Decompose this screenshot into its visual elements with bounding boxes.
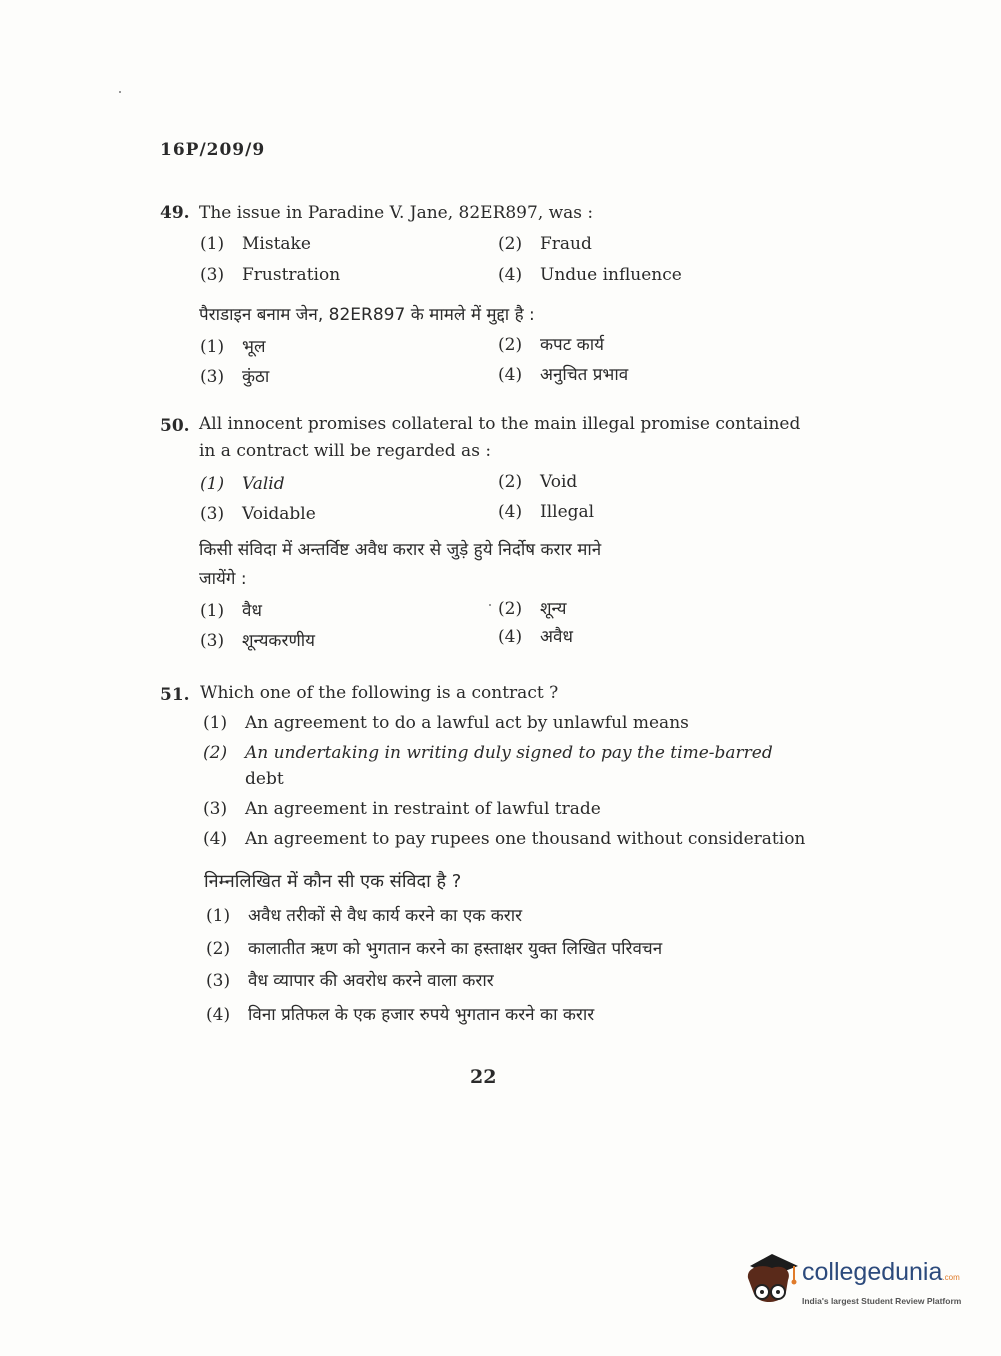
paper-code: 16P/209/9: [160, 140, 266, 160]
question-text-hi-line-1: किसी संविदा में अन्तर्विष्ट अवैध करार से जुड़े हुये निर्दोष करार माने: [199, 540, 602, 560]
question-text-en: Which one of the following is a contract ?: [200, 683, 559, 703]
question-number: 49.: [160, 203, 190, 223]
question-text-hi: निम्नलिखित में कौन सी एक संविदा है ?: [204, 871, 462, 892]
option-1-en[interactable]: (1) Valid: [200, 474, 285, 494]
option-2-en[interactable]: (2) Fraud: [498, 234, 592, 254]
question-text-en-line-2: in a contract will be regarded as :: [199, 441, 492, 461]
question-text-en: The issue in Paradine V. Jane, 82ER897, was :: [199, 203, 594, 223]
question-number: 50.: [160, 416, 190, 436]
option-1-en[interactable]: (1) Mistake: [200, 234, 311, 254]
question-text-en-line-1: All innocent promises collateral to the main illegal promise contained: [199, 414, 801, 434]
scan-dot: [489, 604, 491, 606]
question-number: 51.: [160, 685, 190, 705]
option-3-en[interactable]: (3) Frustration: [200, 265, 341, 285]
option-2-hi[interactable]: (2) शून्य: [498, 599, 567, 619]
option-3-hi[interactable]: (3) कुंठा: [200, 367, 270, 387]
option-1-hi[interactable]: (1) भूल: [200, 337, 266, 357]
option-2-hi[interactable]: (2) कपट कार्य: [498, 335, 605, 355]
option-3-hi[interactable]: (3) शून्यकरणीय: [200, 631, 315, 651]
option-4-hi[interactable]: (4) अनुचित प्रभाव: [498, 365, 629, 385]
option-2-hi[interactable]: (2) कालातीत ऋण को भुगतान करने का हस्ताक्षर युक्त लिखित परिवचन: [206, 939, 663, 959]
option-4-en[interactable]: (4) An agreement to pay rupees one thousand without consideration: [203, 829, 806, 849]
option-3-en[interactable]: (3) An agreement in restraint of lawful trade: [203, 799, 601, 819]
option-3-hi[interactable]: (3) वैध व्यापार की अवरोध करने वाला करार: [206, 971, 494, 991]
option-1-hi[interactable]: (1) वैध: [200, 601, 262, 621]
option-3-en[interactable]: (3) Voidable: [200, 504, 316, 524]
brand-tagline: India's largest Student Review Platform: [802, 1296, 962, 1306]
page-number: 22: [470, 1066, 497, 1088]
collegedunia-watermark: [742, 1252, 972, 1322]
option-1-hi[interactable]: (1) अवैध तरीकों से वैध कार्य करने का एक करार: [206, 906, 523, 926]
option-2-en[interactable]: (2) An undertaking in writing duly signed to pay the time-barred: [203, 743, 773, 763]
question-text-hi: पैराडाइन बनाम जेन, 82ER897 के मामले में मुद्दा है :: [199, 305, 535, 325]
question-text-hi-line-2: जायेंगे :: [199, 569, 247, 589]
option-4-hi[interactable]: (4) अवैध: [498, 627, 573, 647]
option-4-en[interactable]: (4) Illegal: [498, 502, 595, 522]
option-2-en[interactable]: (2) Void: [498, 472, 578, 492]
brand-name: collegedunia.com: [802, 1258, 960, 1286]
option-4-hi[interactable]: (4) विना प्रतिफल के एक हजार रुपये भुगतान करने का करार: [206, 1005, 595, 1025]
option-2-en-continuation: debt: [245, 769, 284, 789]
option-4-en[interactable]: (4) Undue influence: [498, 265, 682, 285]
scan-dot: [119, 91, 121, 93]
option-1-en[interactable]: (1) An agreement to do a lawful act by unlawful means: [203, 713, 689, 733]
mascot-icon: [742, 1252, 800, 1314]
